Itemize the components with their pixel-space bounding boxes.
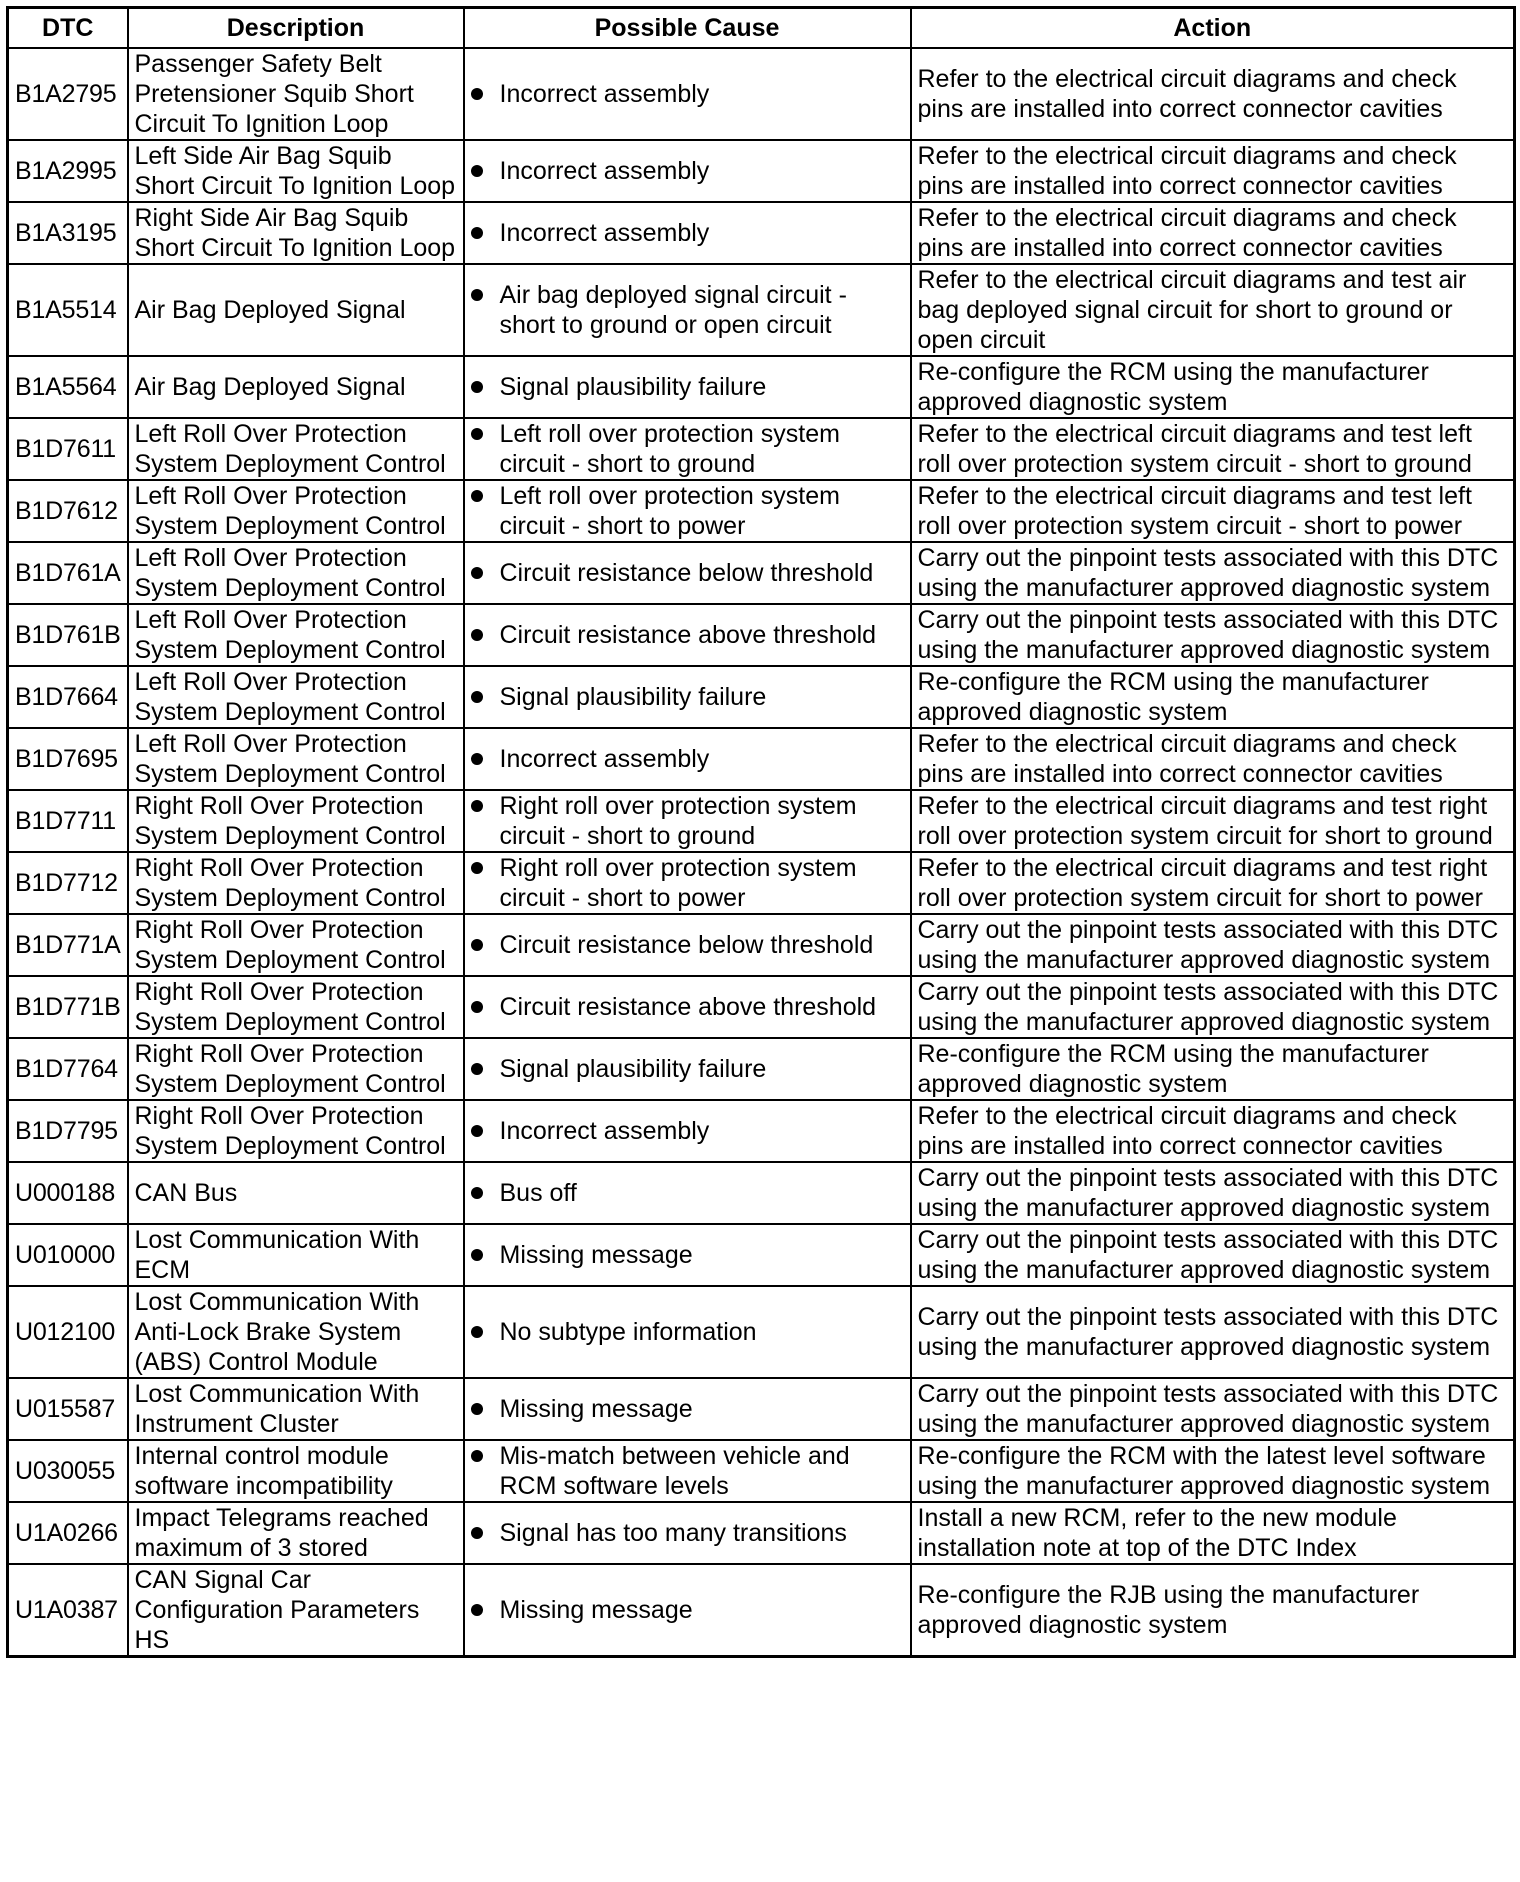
possible-cause-text: Incorrect assembly	[499, 219, 710, 247]
description-cell: Right Roll Over Protection System Deployment Control	[128, 1038, 464, 1100]
description-cell: Lost Communication With ECM	[128, 1224, 464, 1286]
table-row	[8, 1224, 1515, 1286]
description-cell: Passenger Safety Belt Pretensioner Squib Short Circuit To Ignition Loop	[128, 48, 464, 140]
possible-cause-text: Incorrect assembly	[499, 745, 710, 773]
possible-cause-cell	[464, 1162, 911, 1224]
bullet-icon	[471, 428, 483, 440]
bullet-icon	[471, 567, 483, 579]
bullet-icon	[471, 1001, 483, 1013]
description-cell: Internal control module software incompatibility	[128, 1440, 464, 1502]
dtc-code-cell: B1A2795	[8, 48, 128, 140]
possible-cause-cell	[464, 852, 911, 914]
bullet-icon	[471, 1326, 483, 1338]
dtc-code-cell: U000188	[8, 1162, 128, 1224]
possible-cause-cell	[464, 1224, 911, 1286]
dtc-code-cell: B1D7695	[8, 728, 128, 790]
possible-cause-cell	[464, 1038, 911, 1100]
description-cell: Right Roll Over Protection System Deployment Control	[128, 1100, 464, 1162]
bullet-icon	[471, 800, 483, 812]
bullet-icon	[471, 1527, 483, 1539]
action-cell: Re-configure the RCM using the manufacturer approved diagnostic system	[911, 1038, 1515, 1100]
possible-cause-text: Circuit resistance below threshold	[499, 931, 874, 959]
header-action: Action	[911, 8, 1515, 49]
bullet-list-item	[471, 1317, 904, 1347]
action-cell: Refer to the electrical circuit diagrams and check pins are installed into correct connector cavities	[911, 48, 1515, 140]
description-cell: Air Bag Deployed Signal	[128, 264, 464, 356]
bullet-icon	[471, 939, 483, 951]
dtc-code-cell: B1A3195	[8, 202, 128, 264]
bullet-icon	[471, 1125, 483, 1137]
bullet-list-item	[471, 1054, 904, 1084]
table-row	[8, 264, 1515, 356]
description-cell: Lost Communication With Instrument Cluster	[128, 1378, 464, 1440]
possible-cause-text: Incorrect assembly	[499, 157, 710, 185]
action-cell: Refer to the electrical circuit diagrams and test right roll over protection system circuit for short to ground	[911, 790, 1515, 852]
dtc-code-cell: B1A2995	[8, 140, 128, 202]
possible-cause-cell	[464, 542, 911, 604]
possible-cause-text: Right roll over protection system circuit - short to ground	[499, 792, 857, 850]
possible-cause-cell	[464, 1100, 911, 1162]
possible-cause-cell	[464, 1378, 911, 1440]
dtc-code-cell: B1A5564	[8, 356, 128, 418]
action-cell: Carry out the pinpoint tests associated with this DTC using the manufacturer approved diagnostic system	[911, 604, 1515, 666]
possible-cause-text: Signal has too many transitions	[499, 1519, 847, 1547]
description-cell: Left Roll Over Protection System Deployment Control	[128, 542, 464, 604]
action-cell: Carry out the pinpoint tests associated with this DTC using the manufacturer approved diagnostic system	[911, 914, 1515, 976]
table-row	[8, 1440, 1515, 1502]
description-cell: Right Roll Over Protection System Deployment Control	[128, 852, 464, 914]
bullet-icon	[471, 691, 483, 703]
table-row	[8, 1286, 1515, 1378]
possible-cause-text: Bus off	[499, 1179, 577, 1207]
action-cell: Refer to the electrical circuit diagrams and check pins are installed into correct connector cavities	[911, 140, 1515, 202]
action-cell: Refer to the electrical circuit diagrams and test right roll over protection system circuit for short to power	[911, 852, 1515, 914]
table-row	[8, 852, 1515, 914]
description-cell: Left Roll Over Protection System Deployment Control	[128, 604, 464, 666]
table-row	[8, 976, 1515, 1038]
possible-cause-cell	[464, 1286, 911, 1378]
description-cell: CAN Bus	[128, 1162, 464, 1224]
bullet-list-item	[471, 372, 904, 402]
possible-cause-cell	[464, 418, 911, 480]
description-cell: Left Roll Over Protection System Deployment Control	[128, 666, 464, 728]
possible-cause-text: Incorrect assembly	[499, 1117, 710, 1145]
dtc-code-cell: B1D7711	[8, 790, 128, 852]
description-cell: Left Side Air Bag Squib Short Circuit To Ignition Loop	[128, 140, 464, 202]
bullet-icon	[471, 753, 483, 765]
possible-cause-cell	[464, 140, 911, 202]
table-row	[8, 202, 1515, 264]
possible-cause-text: Circuit resistance above threshold	[499, 621, 877, 649]
description-cell: Right Roll Over Protection System Deployment Control	[128, 914, 464, 976]
action-cell: Refer to the electrical circuit diagrams and test left roll over protection system circuit - short to power	[911, 480, 1515, 542]
possible-cause-text: Signal plausibility failure	[499, 373, 767, 401]
possible-cause-text: Incorrect assembly	[499, 80, 710, 108]
description-cell: Impact Telegrams reached maximum of 3 stored	[128, 1502, 464, 1564]
dtc-code-cell: B1D7664	[8, 666, 128, 728]
possible-cause-text: Air bag deployed signal circuit - short to ground or open circuit	[499, 281, 847, 339]
dtc-code-cell: B1D7764	[8, 1038, 128, 1100]
bullet-list-item	[471, 1240, 904, 1270]
description-cell: Right Side Air Bag Squib Short Circuit To Ignition Loop	[128, 202, 464, 264]
bullet-list-item	[471, 218, 904, 248]
bullet-list-item	[471, 930, 904, 960]
table-row	[8, 914, 1515, 976]
possible-cause-cell	[464, 666, 911, 728]
table-row	[8, 1038, 1515, 1100]
bullet-list-item	[471, 1116, 904, 1146]
bullet-icon	[471, 1249, 483, 1261]
dtc-code-cell: B1D761B	[8, 604, 128, 666]
action-cell: Refer to the electrical circuit diagrams and test left roll over protection system circuit - short to ground	[911, 418, 1515, 480]
possible-cause-cell	[464, 48, 911, 140]
action-cell: Re-configure the RCM with the latest level software using the manufacturer approved diagnostic system	[911, 1440, 1515, 1502]
table-row	[8, 356, 1515, 418]
bullet-list-item	[471, 1441, 904, 1501]
bullet-list-item	[471, 156, 904, 186]
dtc-code-cell: B1D7611	[8, 418, 128, 480]
bullet-list-item	[471, 280, 904, 340]
bullet-list-item	[471, 481, 904, 541]
table-row	[8, 604, 1515, 666]
action-cell: Carry out the pinpoint tests associated with this DTC using the manufacturer approved diagnostic system	[911, 1162, 1515, 1224]
bullet-icon	[471, 490, 483, 502]
dtc-code-cell: B1D771B	[8, 976, 128, 1038]
possible-cause-cell	[464, 1564, 911, 1657]
bullet-icon	[471, 1450, 483, 1462]
table-row	[8, 1502, 1515, 1564]
bullet-list-item	[471, 620, 904, 650]
dtc-code-cell: U010000	[8, 1224, 128, 1286]
possible-cause-cell	[464, 914, 911, 976]
possible-cause-cell	[464, 480, 911, 542]
possible-cause-cell	[464, 1440, 911, 1502]
bullet-list-item	[471, 419, 904, 479]
header-possible-cause: Possible Cause	[464, 8, 911, 49]
table-row	[8, 666, 1515, 728]
table-row	[8, 790, 1515, 852]
action-cell: Carry out the pinpoint tests associated with this DTC using the manufacturer approved diagnostic system	[911, 976, 1515, 1038]
action-cell: Carry out the pinpoint tests associated with this DTC using the manufacturer approved diagnostic system	[911, 542, 1515, 604]
dtc-code-cell: U1A0266	[8, 1502, 128, 1564]
dtc-code-cell: B1D7712	[8, 852, 128, 914]
table-row	[8, 480, 1515, 542]
table-body	[8, 48, 1515, 1657]
possible-cause-text: Circuit resistance below threshold	[499, 559, 874, 587]
possible-cause-cell	[464, 356, 911, 418]
header-dtc: DTC	[8, 8, 128, 49]
bullet-icon	[471, 1403, 483, 1415]
dtc-code-cell: B1D7795	[8, 1100, 128, 1162]
dtc-code-cell: U030055	[8, 1440, 128, 1502]
description-cell: Lost Communication With Anti-Lock Brake System (ABS) Control Module	[128, 1286, 464, 1378]
table-row	[8, 1100, 1515, 1162]
action-cell: Re-configure the RCM using the manufacturer approved diagnostic system	[911, 666, 1515, 728]
possible-cause-text: Signal plausibility failure	[499, 1055, 767, 1083]
possible-cause-text: Mis-match between vehicle and RCM software levels	[499, 1442, 850, 1500]
action-cell: Carry out the pinpoint tests associated with this DTC using the manufacturer approved diagnostic system	[911, 1224, 1515, 1286]
possible-cause-text: No subtype information	[499, 1318, 757, 1346]
bullet-icon	[471, 1604, 483, 1616]
bullet-list-item	[471, 79, 904, 109]
possible-cause-text: Signal plausibility failure	[499, 683, 767, 711]
description-cell: Right Roll Over Protection System Deployment Control	[128, 790, 464, 852]
table-row	[8, 48, 1515, 140]
action-cell: Carry out the pinpoint tests associated with this DTC using the manufacturer approved diagnostic system	[911, 1378, 1515, 1440]
possible-cause-text: Missing message	[499, 1241, 693, 1269]
dtc-code-cell: B1D7612	[8, 480, 128, 542]
bullet-icon	[471, 289, 483, 301]
bullet-icon	[471, 1063, 483, 1075]
bullet-list-item	[471, 744, 904, 774]
possible-cause-text: Missing message	[499, 1596, 693, 1624]
bullet-list-item	[471, 1178, 904, 1208]
description-cell: CAN Signal Car Configuration Parameters HS	[128, 1564, 464, 1657]
table-header-row	[8, 8, 1515, 49]
action-cell: Re-configure the RCM using the manufacturer approved diagnostic system	[911, 356, 1515, 418]
possible-cause-text: Right roll over protection system circuit - short to power	[499, 854, 857, 912]
bullet-list-item	[471, 1595, 904, 1625]
dtc-code-cell: B1D761A	[8, 542, 128, 604]
dtc-code-cell: U015587	[8, 1378, 128, 1440]
bullet-list-item	[471, 791, 904, 851]
table-row	[8, 1564, 1515, 1657]
possible-cause-text: Left roll over protection system circuit - short to ground	[499, 420, 840, 478]
possible-cause-cell	[464, 976, 911, 1038]
action-cell: Refer to the electrical circuit diagrams and check pins are installed into correct connector cavities	[911, 728, 1515, 790]
bullet-icon	[471, 1187, 483, 1199]
table-row	[8, 1378, 1515, 1440]
action-cell: Install a new RCM, refer to the new module installation note at top of the DTC Index	[911, 1502, 1515, 1564]
dtc-index-page	[6, 6, 1513, 1658]
table-row	[8, 542, 1515, 604]
bullet-icon	[471, 629, 483, 641]
bullet-list-item	[471, 1518, 904, 1548]
action-cell: Refer to the electrical circuit diagrams and test air bag deployed signal circuit for short to ground or open circuit	[911, 264, 1515, 356]
possible-cause-text: Left roll over protection system circuit - short to power	[499, 482, 840, 540]
possible-cause-cell	[464, 728, 911, 790]
description-cell: Left Roll Over Protection System Deployment Control	[128, 728, 464, 790]
dtc-table	[6, 6, 1516, 1658]
dtc-code-cell: U1A0387	[8, 1564, 128, 1657]
action-cell: Refer to the electrical circuit diagrams and check pins are installed into correct connector cavities	[911, 1100, 1515, 1162]
possible-cause-cell	[464, 604, 911, 666]
description-cell: Right Roll Over Protection System Deployment Control	[128, 976, 464, 1038]
action-cell: Refer to the electrical circuit diagrams and check pins are installed into correct connector cavities	[911, 202, 1515, 264]
description-cell: Left Roll Over Protection System Deployment Control	[128, 418, 464, 480]
bullet-list-item	[471, 853, 904, 913]
bullet-list-item	[471, 992, 904, 1022]
table-row	[8, 728, 1515, 790]
header-description: Description	[128, 8, 464, 49]
table-row	[8, 1162, 1515, 1224]
bullet-icon	[471, 165, 483, 177]
possible-cause-cell	[464, 1502, 911, 1564]
possible-cause-text: Missing message	[499, 1395, 693, 1423]
bullet-icon	[471, 862, 483, 874]
possible-cause-cell	[464, 790, 911, 852]
description-cell: Left Roll Over Protection System Deployment Control	[128, 480, 464, 542]
description-cell: Air Bag Deployed Signal	[128, 356, 464, 418]
dtc-code-cell: B1A5514	[8, 264, 128, 356]
table-row	[8, 140, 1515, 202]
possible-cause-cell	[464, 202, 911, 264]
table-row	[8, 418, 1515, 480]
dtc-code-cell: B1D771A	[8, 914, 128, 976]
possible-cause-cell	[464, 264, 911, 356]
possible-cause-text: Circuit resistance above threshold	[499, 993, 877, 1021]
bullet-icon	[471, 227, 483, 239]
bullet-list-item	[471, 1394, 904, 1424]
action-cell: Carry out the pinpoint tests associated with this DTC using the manufacturer approved diagnostic system	[911, 1286, 1515, 1378]
dtc-code-cell: U012100	[8, 1286, 128, 1378]
bullet-list-item	[471, 558, 904, 588]
action-cell: Re-configure the RJB using the manufacturer approved diagnostic system	[911, 1564, 1515, 1657]
bullet-list-item	[471, 682, 904, 712]
bullet-icon	[471, 88, 483, 100]
bullet-icon	[471, 381, 483, 393]
